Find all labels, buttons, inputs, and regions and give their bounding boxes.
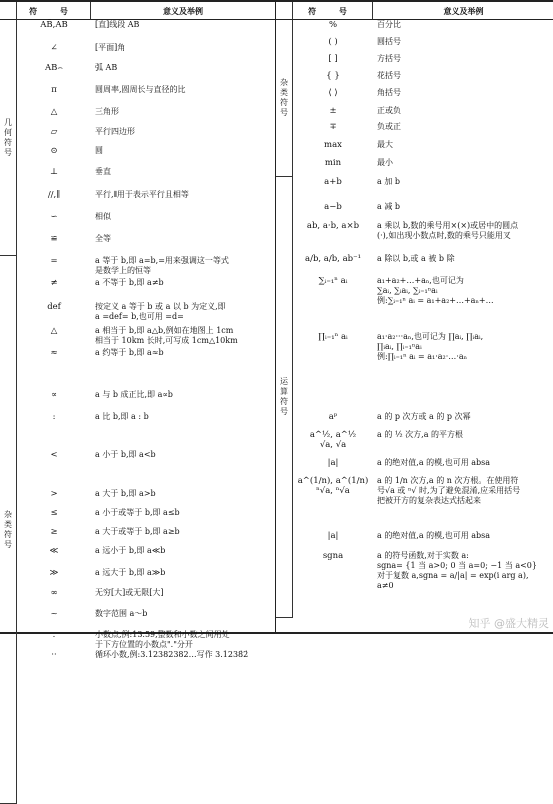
category-misc-right: 杂 类 符 号 — [276, 20, 293, 177]
header-symbol-right: 符 号 — [293, 2, 373, 20]
category-geometry: 几 何 符 号 — [0, 20, 17, 256]
header-meaning: 意义及举例 — [91, 2, 275, 20]
header-symbol: 符 号 — [17, 2, 91, 20]
header-category — [0, 2, 17, 20]
left-symbol-table — [0, 0, 275, 634]
header-category-right — [276, 2, 293, 20]
category-calc: 运 算 符 号 — [276, 177, 293, 618]
header-meaning-right: 意义及举例 — [373, 2, 553, 20]
category-misc: 杂 类 符 号 — [0, 256, 17, 804]
watermark: 知乎 @盛大精灵 — [468, 617, 549, 630]
right-symbol-table — [275, 0, 553, 634]
